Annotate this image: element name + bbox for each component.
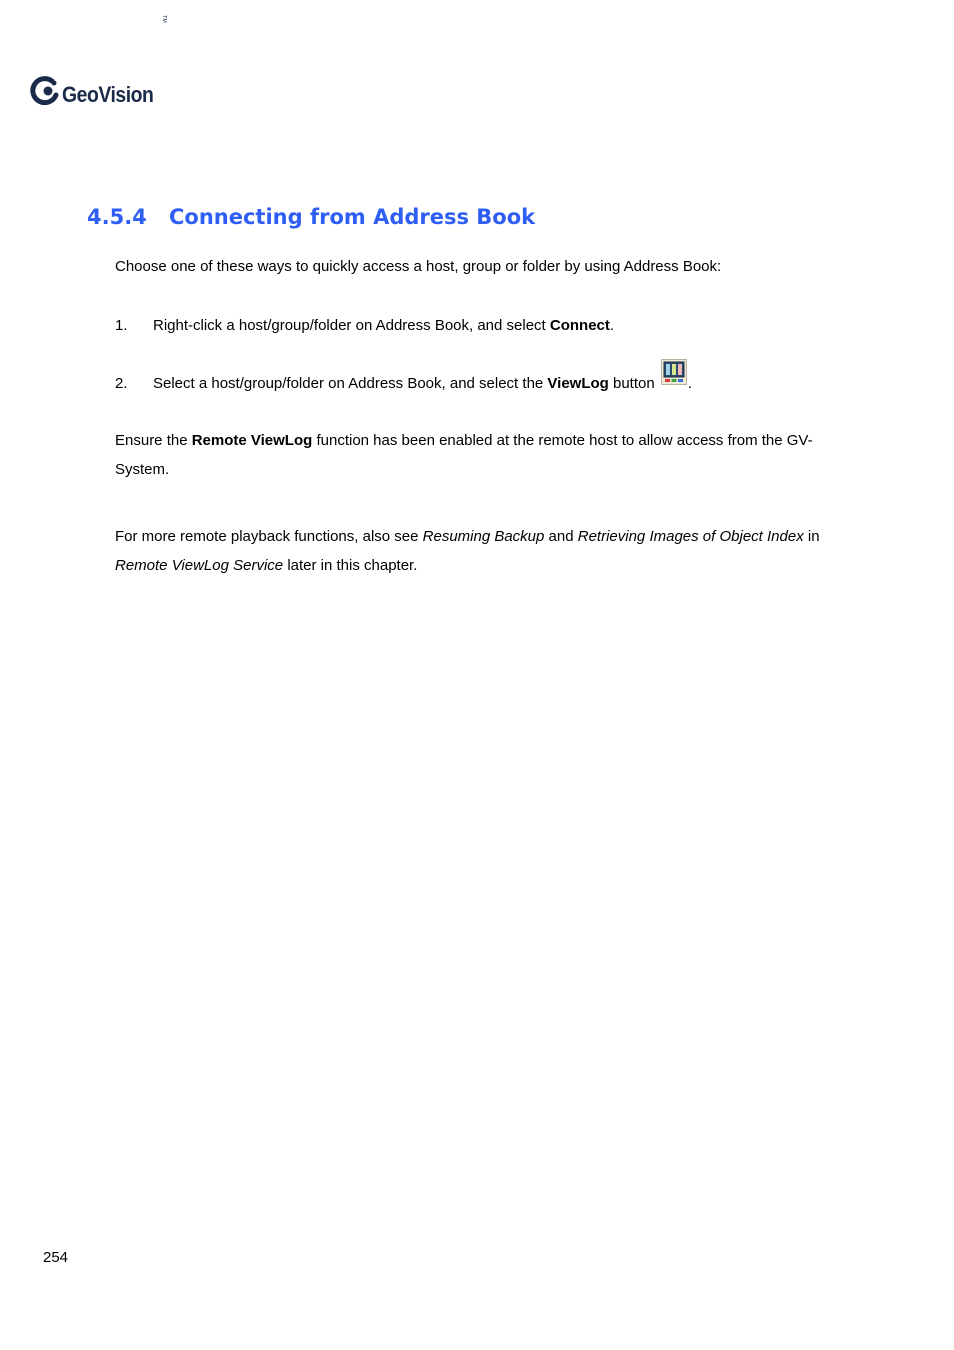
more-link-remote-viewlog-service: Remote ViewLog Service (115, 556, 284, 574)
more-paragraph (115, 523, 845, 580)
step-text: Select a host/group/folder on Address Book, and select the (153, 375, 548, 392)
section-number: 4.5.4 (87, 205, 147, 229)
note-bold: Remote ViewLog (191, 432, 313, 449)
more-link-resuming-backup: Resuming Backup (422, 528, 545, 545)
list-item-step-1 (115, 315, 614, 337)
logo-wordmark: GeoVision (62, 82, 154, 107)
section-title-text: Connecting from Address Book (169, 205, 536, 229)
step-number: 1. (115, 317, 128, 334)
note-text-end: function has been enabled at the remote host to allow access from the GV-System. (115, 432, 813, 478)
more-text-1: For more remote playback functions, also see (115, 528, 423, 545)
list-item-step-2 (115, 365, 692, 395)
step-text-end: . (687, 375, 692, 392)
more-text-2: and (544, 528, 578, 545)
note-paragraph (115, 427, 845, 484)
step-number: 2. (115, 375, 128, 392)
page-number: 254 (43, 1249, 69, 1266)
geovision-swirl-icon (30, 76, 60, 106)
step-text: Right-click a host/group/folder on Address Book, and select (153, 317, 550, 334)
viewlog-icon (661, 359, 687, 385)
more-link-retrieving-images: Retrieving Images of Object Index (577, 528, 804, 545)
step-bold: ViewLog (547, 375, 609, 392)
more-text-3: in (803, 528, 820, 545)
intro-paragraph: Choose one of these ways to quickly access a host, group or folder by using Address Book: (115, 258, 722, 275)
step-text-middle: button (608, 375, 655, 392)
logo-trademark: TM (161, 15, 167, 24)
step-text-end: . (609, 317, 615, 334)
step-bold: Connect (549, 317, 610, 334)
note-text-start: Ensure the (115, 432, 192, 449)
geovision-logo (30, 73, 166, 109)
section-heading (87, 205, 535, 229)
more-text-4: later in this chapter. (283, 556, 418, 574)
